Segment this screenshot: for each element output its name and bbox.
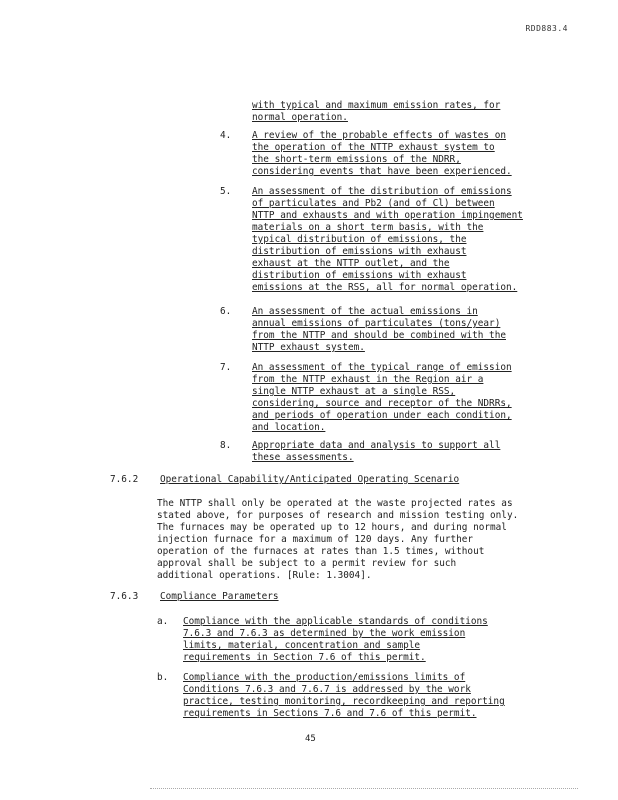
item-text: [252, 440, 552, 464]
text-line: annual emissions of particulates (tons/year): [252, 318, 501, 329]
item-letter: 8.: [220, 440, 232, 451]
text-line: practice, testing monitoring, recordkeeping and reporting: [183, 696, 505, 707]
section-number: 7.6.3: [110, 591, 139, 602]
section-heading: [110, 474, 550, 486]
text-line: these assessments.: [252, 452, 354, 463]
text-line: emissions at the RSS, all for normal operation.: [252, 282, 518, 293]
text-line: the operation of the NTTP exhaust system to: [252, 142, 495, 153]
list-item: [220, 440, 560, 466]
list-item: [157, 672, 557, 722]
list-item: [220, 130, 560, 190]
text-line: considering, source and receptor of the NDRRs,: [252, 398, 512, 409]
list-item: [220, 186, 560, 301]
text-line: and periods of operation under each condition,: [252, 410, 512, 421]
text-line: Compliance with the production/emissions limits of: [183, 672, 466, 683]
item-text: [252, 130, 552, 178]
text-line: considering events that have been experienced.: [252, 166, 512, 177]
text-line: with typical and maximum emission rates, for: [252, 100, 501, 111]
text-line: stated above, for purposes of research and mission testing only.: [157, 510, 519, 521]
text-line: distribution of emissions with exhaust: [252, 246, 467, 257]
text-line: Appropriate data and analysis to support all: [252, 440, 501, 451]
text-line: the short-term emissions of the NDRR,: [252, 154, 461, 165]
item-text: [252, 306, 552, 354]
text-line: from the NTTP and should be combined with the: [252, 330, 506, 341]
text-line: requirements in Section 7.6 of this permit.: [183, 652, 426, 663]
text-line: The NTTP shall only be operated at the waste projected rates as: [157, 498, 513, 509]
item-letter: a.: [157, 616, 169, 627]
text-line: materials on a short term basis, with the: [252, 222, 484, 233]
text-line: requirements in Sections 7.6 and 7.6 of this permit.: [183, 708, 477, 719]
text-line: The furnaces may be operated up to 12 hours, and during normal: [157, 522, 507, 533]
document-id: RDD883.4: [525, 24, 568, 33]
text-line: A review of the probable effects of wastes on: [252, 130, 506, 141]
section-number: 7.6.2: [110, 474, 139, 485]
text-line: An assessment of the distribution of emissions: [252, 186, 512, 197]
text-line: from the NTTP exhaust in the Region air a: [252, 374, 484, 385]
section-paragraph: [157, 498, 547, 582]
text-line: normal operation.: [252, 112, 348, 123]
text-line: Conditions 7.6.3 and 7.6.7 is addressed by the work: [183, 684, 471, 695]
continuation-text: [252, 100, 562, 124]
text-line: injection furnace for a maximum of 120 days. Any further: [157, 534, 474, 545]
item-text: [252, 362, 552, 434]
list-item: [220, 306, 560, 356]
list-item: [157, 616, 557, 666]
text-line: additional operations. [Rule: 1.3004].: [157, 570, 372, 581]
item-letter: b.: [157, 672, 169, 683]
text-line: Compliance with the applicable standards of conditions: [183, 616, 488, 627]
text-line: distribution of emissions with exhaust: [252, 270, 467, 281]
page-number: 45: [305, 734, 316, 744]
text-line: An assessment of the typical range of emission: [252, 362, 512, 373]
text-line: of particulates and Pb2 (and of Cl) between: [252, 198, 495, 209]
text-line: operation of the furnaces at rates than 1.5 times, without: [157, 546, 485, 557]
item-letter: 6.: [220, 306, 232, 317]
item-text: [183, 672, 553, 720]
footer-divider: [150, 788, 578, 789]
text-line: typical distribution of emissions, the: [252, 234, 467, 245]
text-line: NTTP and exhausts and with operation impingement: [252, 210, 523, 221]
text-line: limits, material, concentration and sample: [183, 640, 421, 651]
section-title: Compliance Parameters: [160, 591, 279, 602]
list-item: [220, 362, 560, 437]
text-line: exhaust at the NTTP outlet, and the: [252, 258, 450, 269]
section-heading: [110, 591, 550, 603]
item-letter: 7.: [220, 362, 232, 373]
text-line: and location.: [252, 422, 326, 433]
item-letter: 5.: [220, 186, 232, 197]
item-text: [252, 186, 552, 294]
item-text: [183, 616, 553, 664]
text-line: An assessment of the actual emissions in: [252, 306, 478, 317]
text-line: NTTP exhaust system.: [252, 342, 365, 353]
text-line: single NTTP exhaust at a single RSS,: [252, 386, 456, 397]
text-line: approval shall be subject to a permit review for such: [157, 558, 457, 569]
section-title: Operational Capability/Anticipated Operating Scenario: [160, 474, 460, 485]
item-letter: 4.: [220, 130, 232, 141]
text-line: 7.6.3 and 7.6.3 as determined by the work emission: [183, 628, 466, 639]
